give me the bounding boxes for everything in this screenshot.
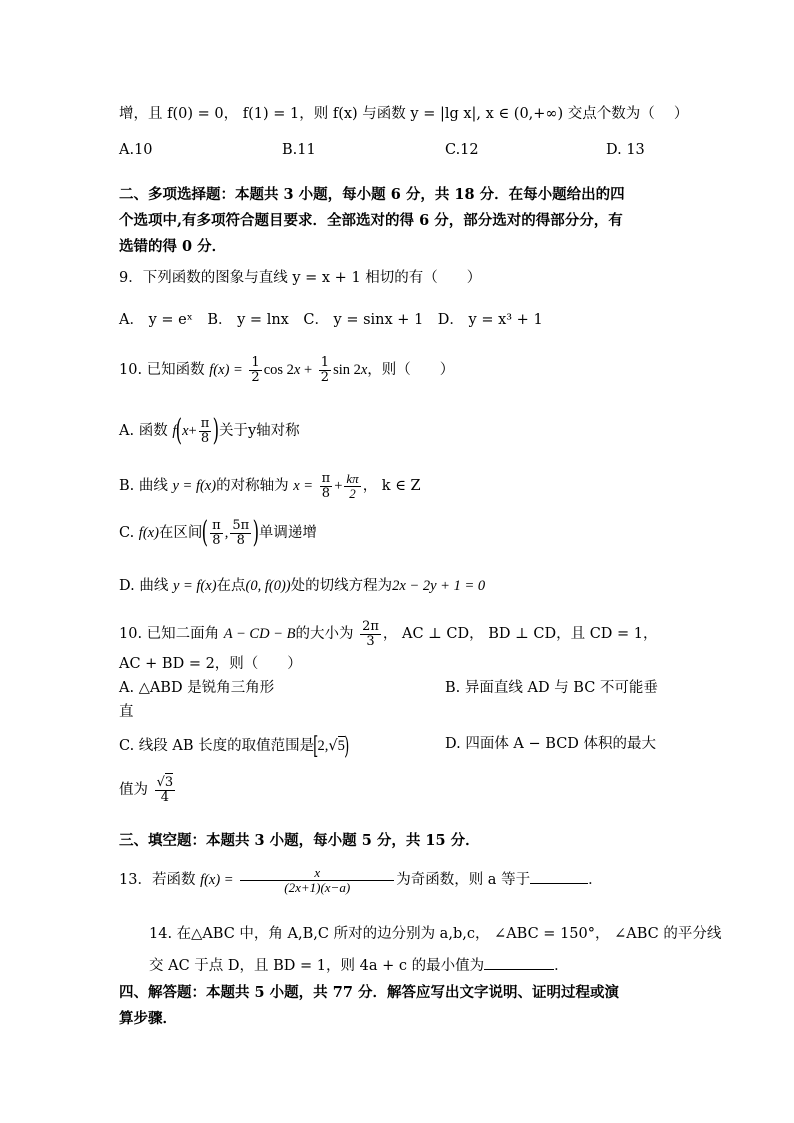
q10a-d-curve: y = f(x) [172, 578, 217, 594]
q10b-option-b-line1: B. 异面直线 AD 与 BC 不可能垂 [445, 680, 658, 696]
q14-answer-blank[interactable] [484, 969, 554, 970]
section4-heading-line2: 算步骤． [119, 1010, 177, 1027]
q10a-a-prefix: A. 函数 [119, 423, 168, 439]
q14-line1: 14. 在△ABC 中，角 A,B,C 所对的边分别为 a,b,c， ∠ABC = 150°， ∠ABC 的平分线 [149, 926, 722, 942]
q10a-c-fx: f(x) [138, 525, 159, 541]
q10a-d-prefix: D. 曲线 [119, 578, 169, 594]
q13-end: ． [588, 872, 603, 889]
q10a-c-lparen: ( [202, 515, 209, 550]
q10a-option-a [119, 413, 300, 448]
q10a-a-lparen: ( [175, 413, 183, 448]
q10b-c-left: 2, [317, 738, 329, 754]
q10a-option-d [119, 578, 485, 595]
q10b-option-d-line1: D. 四面体 A − BCD 体积的最大 [445, 736, 657, 752]
q10a-c-comma: , [224, 525, 229, 541]
section4-heading-line1: 四、解答题：本题共 5 小题，共 77 分．解答应写出文字说明、证明过程或演 [119, 984, 619, 1001]
q10a-stem [119, 356, 454, 384]
q8-option-c: C.12 [445, 142, 479, 158]
q10a-b-plus: + [334, 478, 343, 495]
q8-option-a: A.10 [119, 142, 153, 158]
q10a-d-equation: 2x − 2y + 1 = 0 [392, 578, 486, 594]
q10a-b-x: x = [293, 478, 314, 495]
q10b-angle: A − CD − B [223, 626, 296, 643]
q10a-fx: f(x) = [209, 362, 243, 379]
section2-heading-line1: 二、多项选择题：本题共 3 小题，每小题 6 分，共 18 分．在每小题给出的四 [119, 186, 625, 203]
q13-stem [119, 866, 603, 894]
q10b-c-lbracket: [ [313, 732, 319, 760]
q10a-sin-term: sin 2x [333, 362, 368, 379]
q10a-c-prefix: C. [119, 525, 135, 541]
q10b-stem-line2: AC + BD = 2，则（ ） [119, 656, 302, 672]
q10b-c-rparen: ) [344, 732, 350, 760]
q10a-c-frac2: $\frac{5\pi}{8}$ [232, 517, 250, 548]
section2-heading-line3: 选错的得 0 分． [119, 238, 227, 255]
q10b-stem-line1 [119, 620, 658, 648]
q9-options: A． y = eˣ B． y = lnx C． y = sinx + 1 D． y = x³ + 1 [119, 312, 543, 328]
q10a-b-curve: y = f(x) [172, 478, 217, 495]
q10a-a-suffix: 关于y轴对称 [218, 423, 300, 439]
q8-stem-tail: 增，且 f(0) = 0， f(1) = 1，则 f(x) 与函数 y = |lg x|, x ∈ (0,+∞) 交点个数为（ ） [119, 106, 689, 122]
q13-prefix: 13．若函数 [119, 872, 196, 889]
q13-frac: $\frac{x}{(2x+1)(x-a)}$ [240, 866, 394, 894]
q10a-c-mid: 在区间 [158, 525, 203, 541]
q10b-frac: $\frac{2\pi}{3}$ [362, 619, 379, 649]
q14-end: ． [554, 958, 569, 974]
q10a-a-plus: + [188, 423, 197, 439]
q10b-option-b-line2: 直 [119, 704, 134, 720]
q9-stem: 9．下列函数的图象与直线 y = x + 1 相切的有（ ） [119, 270, 482, 286]
q10a-stem-suffix: ，则（ ） [367, 362, 455, 379]
q10b-option-c: C. 线段 AB 长度的取值范围是[2,√5) [119, 732, 350, 760]
q10a-b-mid: 的对称轴为 [216, 478, 289, 495]
q10a-a-frac: $\frac{\pi}{8}$ [200, 415, 210, 446]
q10a-c-suffix: 单调递增 [258, 525, 317, 541]
q10a-option-b [119, 472, 421, 500]
q10a-a-rparen: ) [212, 413, 220, 448]
q10b-line1-suffix: ， AC ⊥ CD， BD ⊥ CD，且 CD = 1， [382, 626, 658, 643]
section3-heading: 三、填空题：本题共 3 小题，每小题 5 分，共 15 分． [119, 832, 480, 849]
q10a-b-frac1: $\frac{\pi}{8}$ [321, 471, 331, 501]
q10a-option-c [119, 515, 317, 550]
q10a-d-mid: 在点 [216, 578, 246, 594]
q13-answer-blank[interactable] [530, 883, 588, 884]
q10a-d-point: (0, f(0)) [245, 578, 291, 594]
q10b-d-prefix: 值为 [119, 782, 148, 799]
q10b-line1-prefix: 10. 已知二面角 [119, 626, 220, 643]
q14-line2-text: 交 AC 于点 D，且 BD = 1，则 4a + c 的最小值为 [149, 958, 485, 974]
q10b-line1-mid: 的大小为 [295, 626, 354, 643]
q10a-stem-prefix: 10. 已知函数 [119, 362, 205, 379]
q10a-frac-half-1: $\frac{1}{2}$ [251, 355, 260, 385]
q13-fx: f(x) = [200, 872, 234, 889]
q10a-c-rparen: ) [252, 515, 260, 550]
q10b-option-d-line2 [119, 776, 177, 804]
q14-line2 [149, 958, 569, 975]
q10a-cos-term: cos 2x + [263, 362, 313, 379]
q10a-b-prefix: B. 曲线 [119, 478, 168, 495]
q10a-a-f: f [172, 423, 177, 439]
q8-option-b: B.11 [282, 142, 316, 158]
q10a-c-frac1: $\frac{\pi}{8}$ [212, 517, 221, 548]
q8-option-d: D. 13 [606, 142, 645, 158]
q10a-b-frac2: $\frac{k\pi}{2}$ [346, 471, 359, 501]
q13-suffix: 为奇函数，则 a 等于 [396, 872, 531, 889]
q10a-b-suffix: ， k ∈ Z [362, 478, 421, 495]
q10b-d-frac: $\frac{√3}{4}$ [156, 775, 174, 805]
q10a-a-x: x [182, 423, 189, 439]
q10b-c-prefix: C. 线段 AB 长度的取值范围是 [119, 738, 315, 754]
q10b-option-a: A. △ABD 是锐角三角形 [119, 680, 275, 696]
q10a-d-mid2: 处的切线方程为 [290, 578, 393, 594]
q10b-c-sqrt: 5 [337, 738, 345, 754]
section2-heading-line2: 个选项中,有多项符合题目要求．全部选对的得 6 分，部分选对的得部分分，有 [119, 212, 623, 229]
q10a-frac-half-2: $\frac{1}{2}$ [320, 355, 330, 385]
